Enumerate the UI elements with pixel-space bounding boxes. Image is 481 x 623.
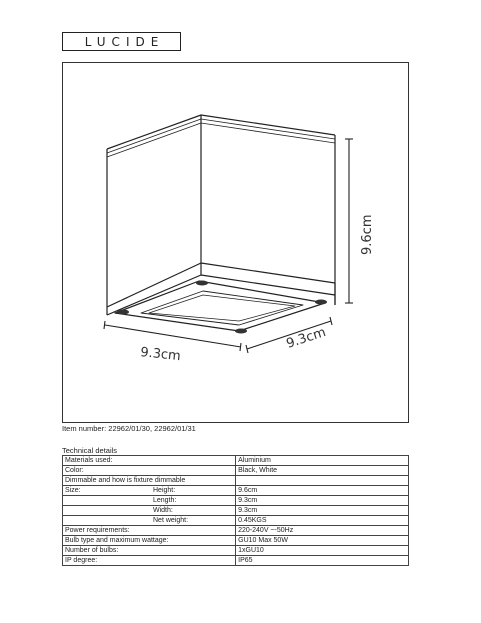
spec-value: 9.3cm xyxy=(236,506,409,516)
table-row xyxy=(63,466,409,476)
spec-sublabel: Height: xyxy=(153,487,176,494)
size-cell xyxy=(63,516,236,526)
spec-value: 9.6cm xyxy=(236,486,409,496)
table-row xyxy=(63,506,409,516)
table-row xyxy=(63,536,409,546)
item-number: Item number: 22962/01/30, 22962/01/31 xyxy=(62,424,196,433)
spec-sublabel: Width: xyxy=(153,507,173,514)
size-cell xyxy=(63,486,236,496)
spec-label: Size: xyxy=(65,487,81,494)
spec-sublabel: Length: xyxy=(153,497,177,504)
table-row xyxy=(63,516,409,526)
technical-details-title: Technical details xyxy=(62,446,118,455)
width-dimension-label: 9.3cm xyxy=(139,345,182,365)
spec-label: Dimmable and how is fixture dimmable xyxy=(63,476,236,486)
table-row xyxy=(63,486,409,496)
brand-logo xyxy=(62,32,181,51)
spec-label: Color: xyxy=(63,466,236,476)
spec-value: GU10 Max 50W xyxy=(236,536,409,546)
depth-dimension-label: 9.3cm xyxy=(284,325,328,352)
spec-label: Materials used: xyxy=(63,456,236,466)
spec-value: IP65 xyxy=(236,556,409,566)
spec-value: 9.3cm xyxy=(236,496,409,506)
table-row xyxy=(63,476,409,486)
product-drawing xyxy=(62,62,409,423)
table-row xyxy=(63,496,409,506)
spec-value: Aluminium xyxy=(236,456,409,466)
spec-label: Power requirements: xyxy=(63,526,236,536)
height-dimension-label: 9.6cm xyxy=(360,214,375,255)
table-row xyxy=(63,526,409,536)
table-row xyxy=(63,546,409,556)
spec-sublabel: Net weight: xyxy=(153,517,189,524)
table-row xyxy=(63,556,409,566)
size-cell xyxy=(63,506,236,516)
product-line-drawing xyxy=(63,63,410,424)
table-row xyxy=(63,456,409,466)
specs-table xyxy=(62,455,409,566)
spec-label: IP degree: xyxy=(63,556,236,566)
spec-value xyxy=(236,476,409,486)
spec-label: Number of bulbs: xyxy=(63,546,236,556)
size-cell xyxy=(63,496,236,506)
spec-value: 1xGU10 xyxy=(236,546,409,556)
spec-value: Black, White xyxy=(236,466,409,476)
spec-value: 220-240V ~-50Hz xyxy=(236,526,409,536)
spec-value: 0.45KGS xyxy=(236,516,409,526)
spec-label: Bulb type and maximum wattage: xyxy=(63,536,236,546)
brand-logo-text: LUCIDE xyxy=(84,34,165,49)
